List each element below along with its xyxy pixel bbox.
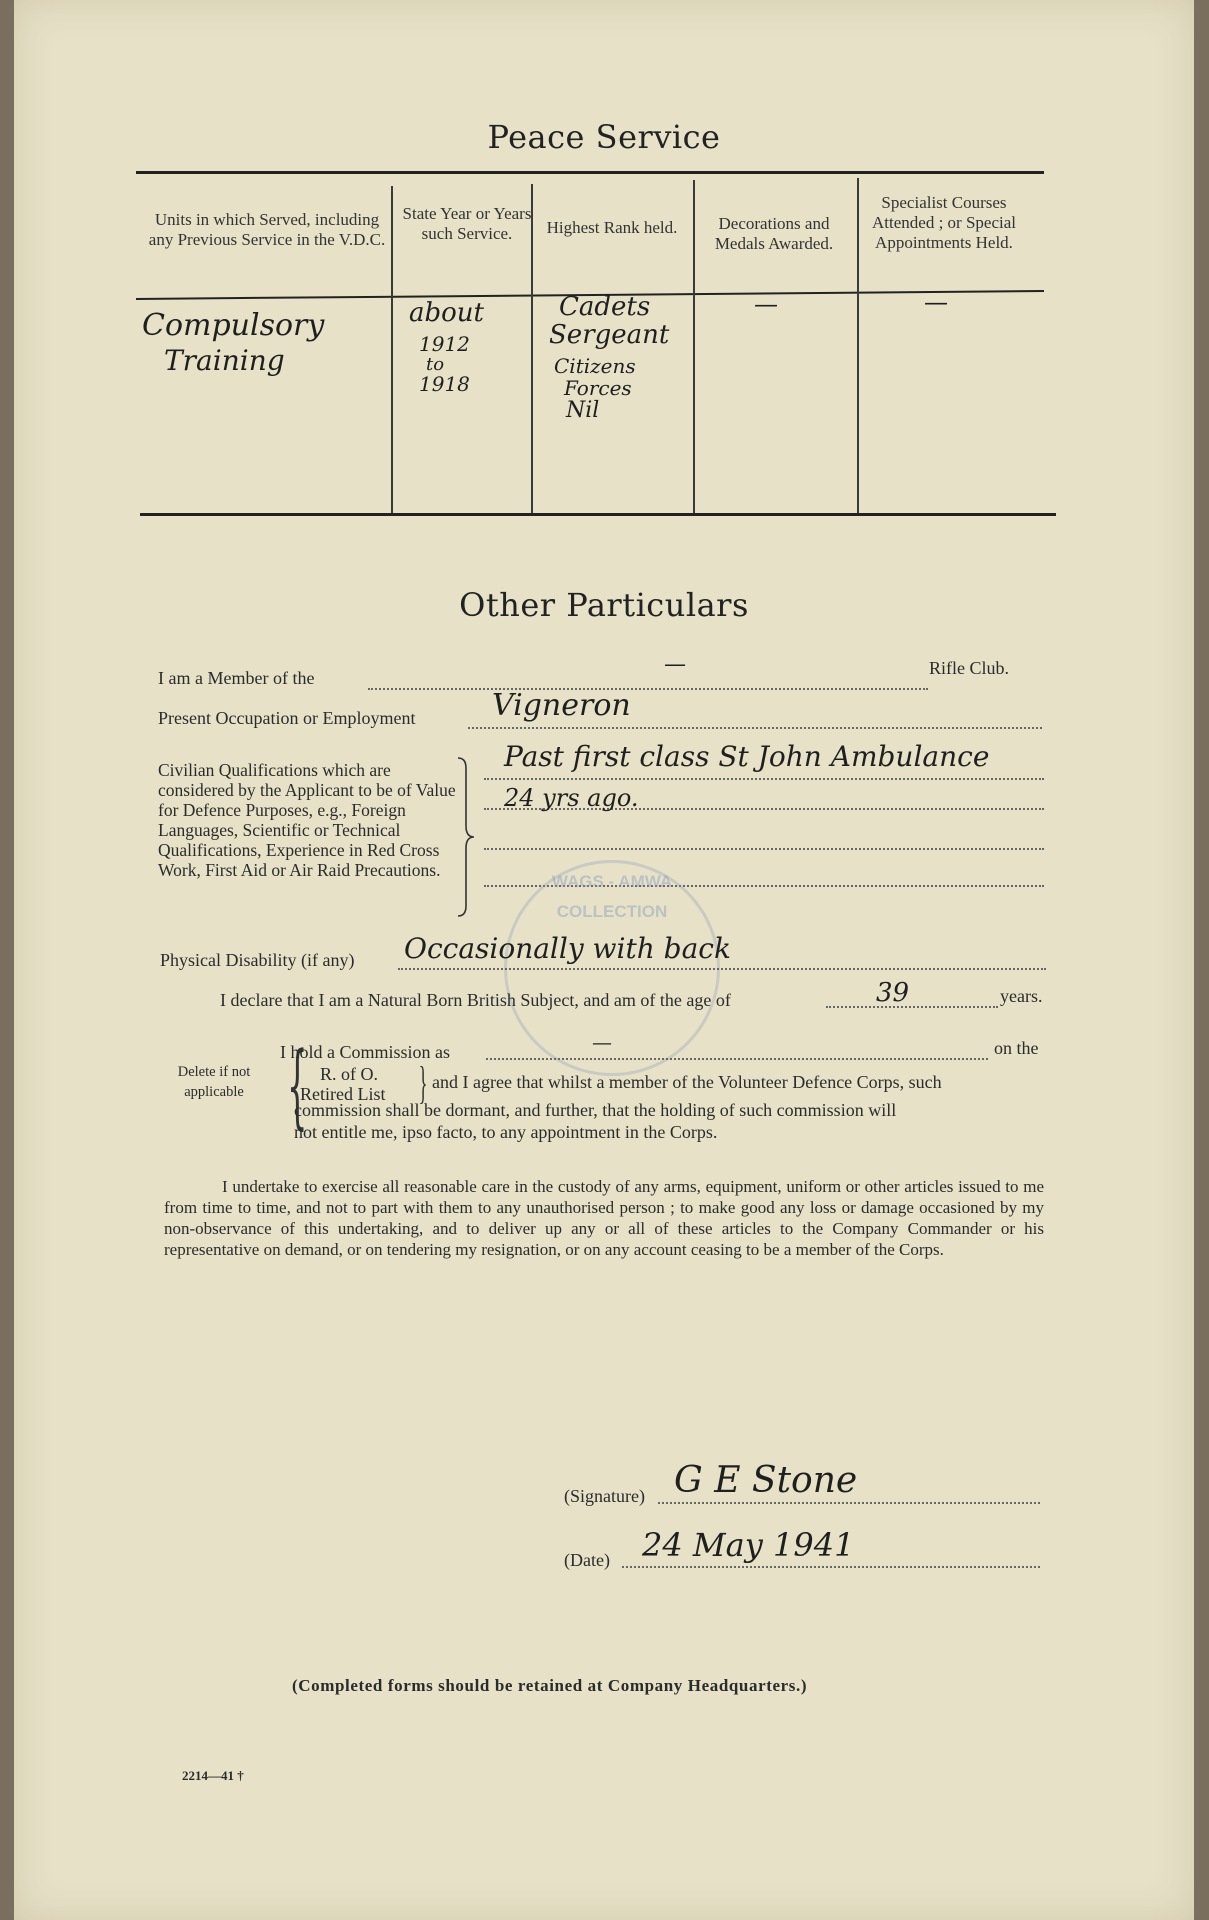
age-value: 39 bbox=[876, 978, 910, 1008]
signature-line bbox=[658, 1502, 1040, 1504]
peace-service-title: Peace Service bbox=[487, 118, 721, 156]
form-sheet bbox=[14, 0, 1194, 1920]
commission-value: — bbox=[592, 1030, 612, 1054]
member-label: I am a Member of the bbox=[158, 668, 315, 688]
qual-value-2: 24 yrs ago. bbox=[504, 784, 639, 812]
signature-value: G E Stone bbox=[674, 1460, 858, 1501]
on-the-label: on the bbox=[994, 1038, 1039, 1058]
header-courses: Specialist Courses Attended ; or Special Appointments Held. bbox=[872, 193, 1016, 252]
qualifications-label: Civilian Qualifications which are considered by the Applicant to be of Value for Defence Purposes, e.g., Foreign Languages, Scientific or Technical Qualifications, Experience in Red Cross Work, First Aid or Air Raid Precautions. bbox=[158, 760, 456, 880]
other-particulars-title: Other Particulars bbox=[459, 586, 749, 624]
col-divider-2 bbox=[531, 184, 533, 514]
col-divider-4 bbox=[857, 178, 859, 514]
collection-watermark: WAGS - AMWA COLLECTION bbox=[504, 860, 720, 1076]
col-divider-3 bbox=[693, 180, 695, 514]
rank-entry-3: Citizens bbox=[554, 354, 636, 378]
header-rank: Highest Rank held. bbox=[546, 218, 678, 237]
header-years: State Year or Years such Service. bbox=[402, 204, 532, 243]
rank-entry-5: Nil bbox=[566, 398, 600, 423]
commission-hold-label: I hold a Commission as bbox=[280, 1042, 450, 1062]
years-entry-2: 1912 bbox=[419, 332, 470, 356]
disability-line bbox=[398, 968, 1046, 970]
qualifications-brace bbox=[456, 756, 480, 918]
disability-value: Occasionally with back bbox=[404, 932, 731, 965]
date-value: 24 May 1941 bbox=[642, 1526, 855, 1564]
commission-line-4: not entitle me, ipso facto, to any appointment in the Corps. bbox=[294, 1122, 718, 1142]
member-line bbox=[368, 688, 928, 690]
occupation-value: Vigneron bbox=[492, 688, 631, 723]
rank-entry-2: Sergeant bbox=[549, 320, 670, 350]
qual-value-1: Past first class St John Ambulance bbox=[504, 740, 990, 773]
retired-list-label: Retired List bbox=[300, 1084, 386, 1104]
units-entry-2: Training bbox=[164, 344, 285, 377]
qual-line-3 bbox=[484, 848, 1044, 850]
years-entry-3: to bbox=[426, 354, 445, 375]
rifle-club-label: Rifle Club. bbox=[929, 658, 1009, 678]
form-code: 2214—41 † bbox=[182, 1768, 244, 1783]
table-bottom-rule bbox=[140, 513, 1056, 516]
years-label: years. bbox=[1000, 986, 1043, 1006]
signature-label: (Signature) bbox=[564, 1486, 645, 1506]
retention-note: (Completed forms should be retained at Company Headquarters.) bbox=[292, 1676, 808, 1695]
header-units: Units in which Served, including any Previous Service in the V.D.C. bbox=[148, 210, 386, 249]
occupation-label: Present Occupation or Employment bbox=[158, 708, 416, 728]
years-entry-1: about bbox=[409, 298, 484, 328]
date-label: (Date) bbox=[564, 1550, 610, 1570]
rank-entry-4: Forces bbox=[564, 376, 632, 400]
commission-left-brace: { bbox=[287, 1032, 308, 1139]
occupation-line bbox=[468, 727, 1042, 729]
courses-entry: — bbox=[924, 288, 948, 316]
delete-note: Delete if not applicable bbox=[177, 1064, 251, 1100]
member-value: — bbox=[664, 652, 686, 677]
commission-right-brace: } bbox=[418, 1057, 428, 1108]
disability-label: Physical Disability (if any) bbox=[160, 950, 355, 970]
col-divider-1 bbox=[391, 186, 393, 514]
declare-label: I declare that I am a Natural Born British Subject, and am of the age of bbox=[220, 990, 731, 1010]
undertaking-paragraph: I undertake to exercise all reasonable care in the custody of any arms, equipment, uniform or other articles issued to me from time to time, and not to part with them to any unauthorised person ; to make good any loss or damage occasioned by my non-observance of this undertaking, and to deliver up any or all of these articles to the Company Commander or his representative on demand, or on tendering my resignation, or on any account ceasing to be a member of the Corps. bbox=[164, 1177, 1044, 1259]
r-of-o-label: R. of O. bbox=[320, 1064, 378, 1084]
header-decorations: Decorations and Medals Awarded. bbox=[714, 214, 834, 253]
decorations-entry: — bbox=[754, 290, 778, 318]
table-top-rule bbox=[136, 171, 1044, 174]
commission-line bbox=[486, 1058, 988, 1060]
rank-entry-1: Cadets bbox=[559, 292, 651, 322]
years-entry-4: 1918 bbox=[419, 372, 470, 396]
agree-text: and I agree that whilst a member of the Volunteer Defence Corps, such bbox=[432, 1072, 942, 1092]
date-line bbox=[622, 1566, 1040, 1568]
commission-line-3: commission shall be dormant, and further, that the holding of such commission will bbox=[294, 1100, 897, 1120]
qual-line-1 bbox=[484, 778, 1044, 780]
units-entry-1: Compulsory bbox=[142, 308, 325, 343]
age-line bbox=[826, 1006, 998, 1008]
